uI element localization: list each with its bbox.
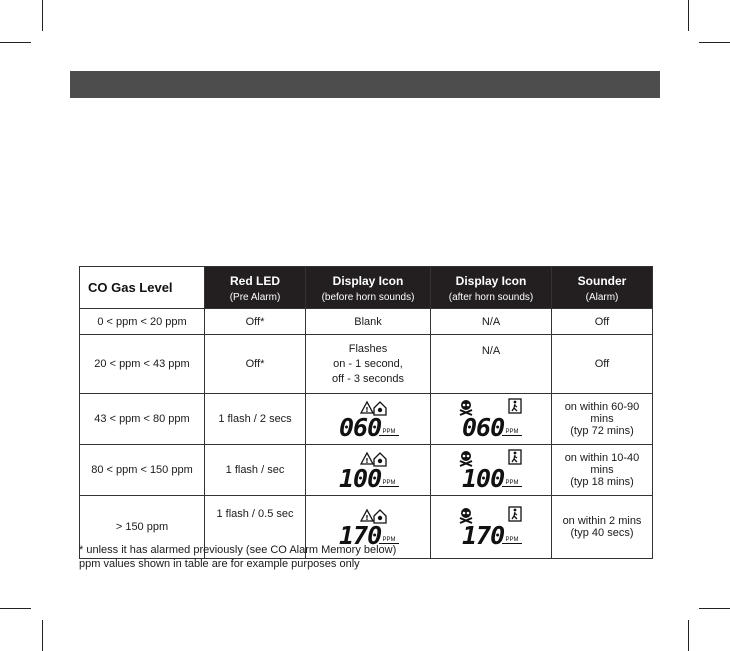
ppm-reading: 100 (462, 464, 505, 493)
co-level-cell: 43 < ppm < 80 ppm (80, 394, 205, 445)
sounder-line: (typ 40 secs) (570, 527, 634, 539)
display-after-cell (431, 394, 552, 445)
sounder-cell (552, 445, 653, 496)
exit-icon (509, 450, 521, 464)
header-sounder: Sounder (Alarm) (552, 267, 653, 309)
sounder-cell: Off (552, 335, 653, 394)
display-after-cell (431, 496, 552, 559)
footnotes (79, 543, 396, 571)
crop-mark (688, 620, 689, 651)
ppm-reading: 100 (339, 464, 382, 493)
crop-mark (42, 0, 43, 31)
exit-icon (509, 507, 521, 521)
flash-line: off - 3 seconds (332, 372, 404, 385)
table-row (80, 445, 653, 496)
ppm-reading: 060 (339, 413, 382, 442)
led-cell: 1 flash / sec (205, 445, 306, 496)
sounder-line: on within 60-90 mins (564, 401, 640, 425)
flash-line: Flashes (348, 342, 388, 355)
display-after-cell (431, 445, 552, 496)
led-cell: 1 flash / 0.5 sec (205, 496, 306, 559)
footnote-alarm-memory: * unless it has alarmed previously (see CO Alarm Memory below) (79, 544, 397, 556)
sounder-line: (typ 18 mins) (570, 476, 634, 488)
svg-text:!: ! (365, 457, 369, 465)
section-header-bar (70, 71, 660, 98)
footnote-example-values: ppm values shown in table are for example purposes only (79, 558, 360, 570)
table-row (80, 309, 653, 335)
crop-mark (42, 620, 43, 651)
sounder-line: on within 10-40 mins (564, 452, 640, 476)
led-cell: 1 flash / 2 secs (205, 394, 306, 445)
display-after-cell: N/A (431, 309, 552, 335)
co-level-cell: 80 < ppm < 150 ppm (80, 445, 205, 496)
ppm-reading: 170 (462, 521, 505, 550)
crop-mark (699, 608, 730, 609)
header-display-icon-before: Display Icon (before horn sounds) (306, 267, 431, 309)
header-co-gas-level: CO Gas Level (80, 267, 205, 309)
ppm-unit: PPM (502, 429, 522, 436)
lcd-display (333, 397, 403, 441)
crop-mark (0, 608, 31, 609)
sounder-line: on within 2 mins (562, 515, 642, 527)
co-level-cell: 20 < ppm < 43 ppm (80, 335, 205, 394)
crop-mark (0, 42, 31, 43)
ppm-unit: PPM (502, 537, 522, 544)
led-cell: Off* (205, 335, 306, 394)
led-cell: Off* (205, 309, 306, 335)
ppm-unit: PPM (379, 480, 399, 487)
display-before-cell: Blank (306, 309, 431, 335)
flash-line: on - 1 second, (333, 357, 403, 370)
svg-text:!: ! (365, 514, 369, 522)
lcd-display (456, 397, 526, 441)
ppm-unit: PPM (502, 480, 522, 487)
display-before-cell (306, 445, 431, 496)
table-row (80, 335, 653, 394)
exit-icon (509, 399, 521, 413)
svg-text:!: ! (365, 406, 369, 414)
lcd-display (456, 505, 526, 549)
crop-mark (688, 0, 689, 31)
co-level-cell: > 150 ppm (80, 496, 205, 559)
lcd-display (456, 448, 526, 492)
header-red-led: Red LED (Pre Alarm) (205, 267, 306, 309)
sounder-cell (552, 394, 653, 445)
sounder-line: (typ 72 mins) (570, 425, 634, 437)
table-row (80, 394, 653, 445)
co-level-cell: 0 < ppm < 20 ppm (80, 309, 205, 335)
crop-mark (699, 42, 730, 43)
table-header-row (80, 267, 653, 309)
sounder-cell (552, 496, 653, 559)
co-level-table (79, 266, 653, 559)
ppm-unit: PPM (379, 537, 399, 544)
header-display-icon-after: Display Icon (after horn sounds) (431, 267, 552, 309)
ppm-reading: 170 (339, 521, 382, 550)
ppm-unit: PPM (379, 429, 399, 436)
sounder-cell: Off (552, 309, 653, 335)
display-after-cell: N/A (431, 335, 552, 394)
display-before-cell (306, 394, 431, 445)
lcd-display (333, 448, 403, 492)
display-before-cell (306, 335, 431, 394)
ppm-reading: 060 (462, 413, 505, 442)
